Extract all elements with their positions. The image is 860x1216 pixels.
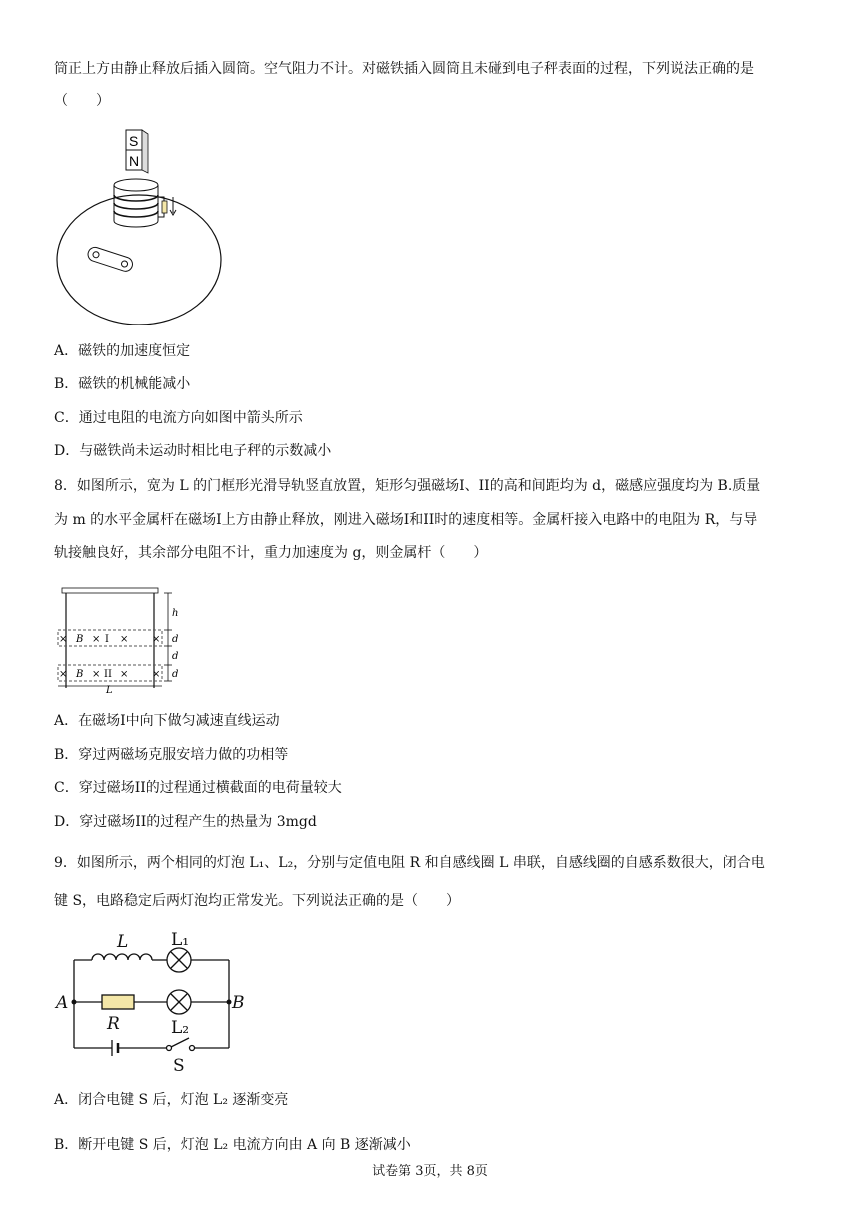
q8-option-b[interactable]: B．穿过两磁场克服安培力做的功相等 (54, 747, 289, 763)
q7-option-d[interactable]: D．与磁铁尚未运动时相比电子秤的示数减小 (54, 443, 332, 459)
q9-option-b[interactable]: B．断开电键 S 后，灯泡 L₂ 电流方向由 A 向 B 逐渐减小 (54, 1137, 411, 1153)
inductor-coil (92, 954, 152, 960)
svg-text:×: × (92, 634, 101, 645)
q7-option-b[interactable]: B．磁铁的机械能减小 (54, 376, 191, 392)
q7-option-a[interactable]: A．磁铁的加速度恒定 (54, 343, 191, 359)
q8-stem-line1: 8．如图所示，宽为 L 的门框形光滑导轨竖直放置，矩形匀强磁场I、II的高和间距均为 d，磁感应强度均为 B.质量 (54, 478, 761, 494)
svg-text:×: × (152, 669, 161, 680)
label-r: R (107, 1014, 120, 1034)
svg-text:d: d (172, 634, 179, 645)
q9-option-a[interactable]: A．闭合电键 S 后，灯泡 L₂ 逐渐变亮 (54, 1092, 289, 1108)
svg-text:×: × (120, 669, 129, 680)
scale-plate (86, 246, 134, 274)
q7-figure (54, 125, 224, 325)
label-b: B (232, 993, 245, 1013)
magnet-n-label: N (129, 153, 140, 169)
cylinder-coil (114, 179, 176, 227)
q7-stem-line1: 筒正上方由静止释放后插入圆筒。空气阻力不计。对磁铁插入圆筒且未碰到电子秤表面的过程，下列说法正确的是 (54, 61, 754, 77)
q9-stem-line1: 9．如图所示，两个相同的灯泡 L₁、L₂，分别与定值电阻 R 和自感线圈 L 串联，自感线圈的自感系数很大，闭合电 (54, 855, 765, 871)
q7-option-c[interactable]: C．通过电阻的电流方向如图中箭头所示 (54, 410, 303, 426)
resistor-r (102, 995, 134, 1009)
svg-text:×: × (152, 634, 161, 645)
svg-text:×: × (59, 634, 68, 645)
q9-stem-line2: 键 S，电路稳定后两灯泡均正常发光。下列说法正确的是（ ） (54, 893, 461, 909)
svg-text:×: × (59, 669, 68, 680)
label-l2: L₂ (171, 1018, 190, 1038)
svg-text:×: × (92, 669, 101, 680)
svg-text:d: d (172, 669, 179, 680)
svg-text:h: h (172, 608, 179, 619)
svg-text:II: II (104, 669, 112, 680)
q8-option-c[interactable]: C．穿过磁场II的过程通过横截面的电荷量较大 (54, 780, 342, 796)
label-l: L (117, 932, 129, 952)
svg-text:B: B (76, 669, 84, 680)
magnetic-field-1 (58, 630, 162, 646)
q8-option-a[interactable]: A．在磁场I中向下做匀减速直线运动 (54, 713, 280, 729)
label-s: S (173, 1056, 185, 1075)
svg-text:L: L (106, 685, 113, 695)
magnet-s-label: S (129, 133, 139, 149)
label-l1: L₁ (171, 930, 190, 950)
resistor (162, 201, 167, 213)
label-a: A (56, 993, 69, 1013)
svg-text:B: B (76, 634, 84, 645)
svg-text:I: I (105, 634, 109, 645)
q9-circuit-figure (54, 925, 254, 1075)
q8-stem-line2: 为 m 的水平金属杆在磁场I上方由静止释放，刚进入磁场I和II时的速度相等。金属杆接入电路中的电阻为 R，与导 (54, 512, 758, 528)
q8-figure (54, 580, 194, 695)
svg-text:d: d (172, 651, 179, 662)
svg-text:×: × (120, 634, 129, 645)
switch-s (171, 1038, 189, 1047)
page-footer: 试卷第 3页，共 8页 (372, 1164, 488, 1179)
q8-stem-line3: 轨接触良好，其余部分电阻不计，重力加速度为 g，则金属杆（ ） (54, 545, 488, 561)
q8-option-d[interactable]: D．穿过磁场II的过程产生的热量为 3mgd (54, 814, 317, 830)
magnet (126, 130, 148, 173)
electronic-scale (57, 195, 221, 325)
q7-stem-line2: （ ） (54, 93, 110, 109)
metal-rod (62, 588, 158, 593)
